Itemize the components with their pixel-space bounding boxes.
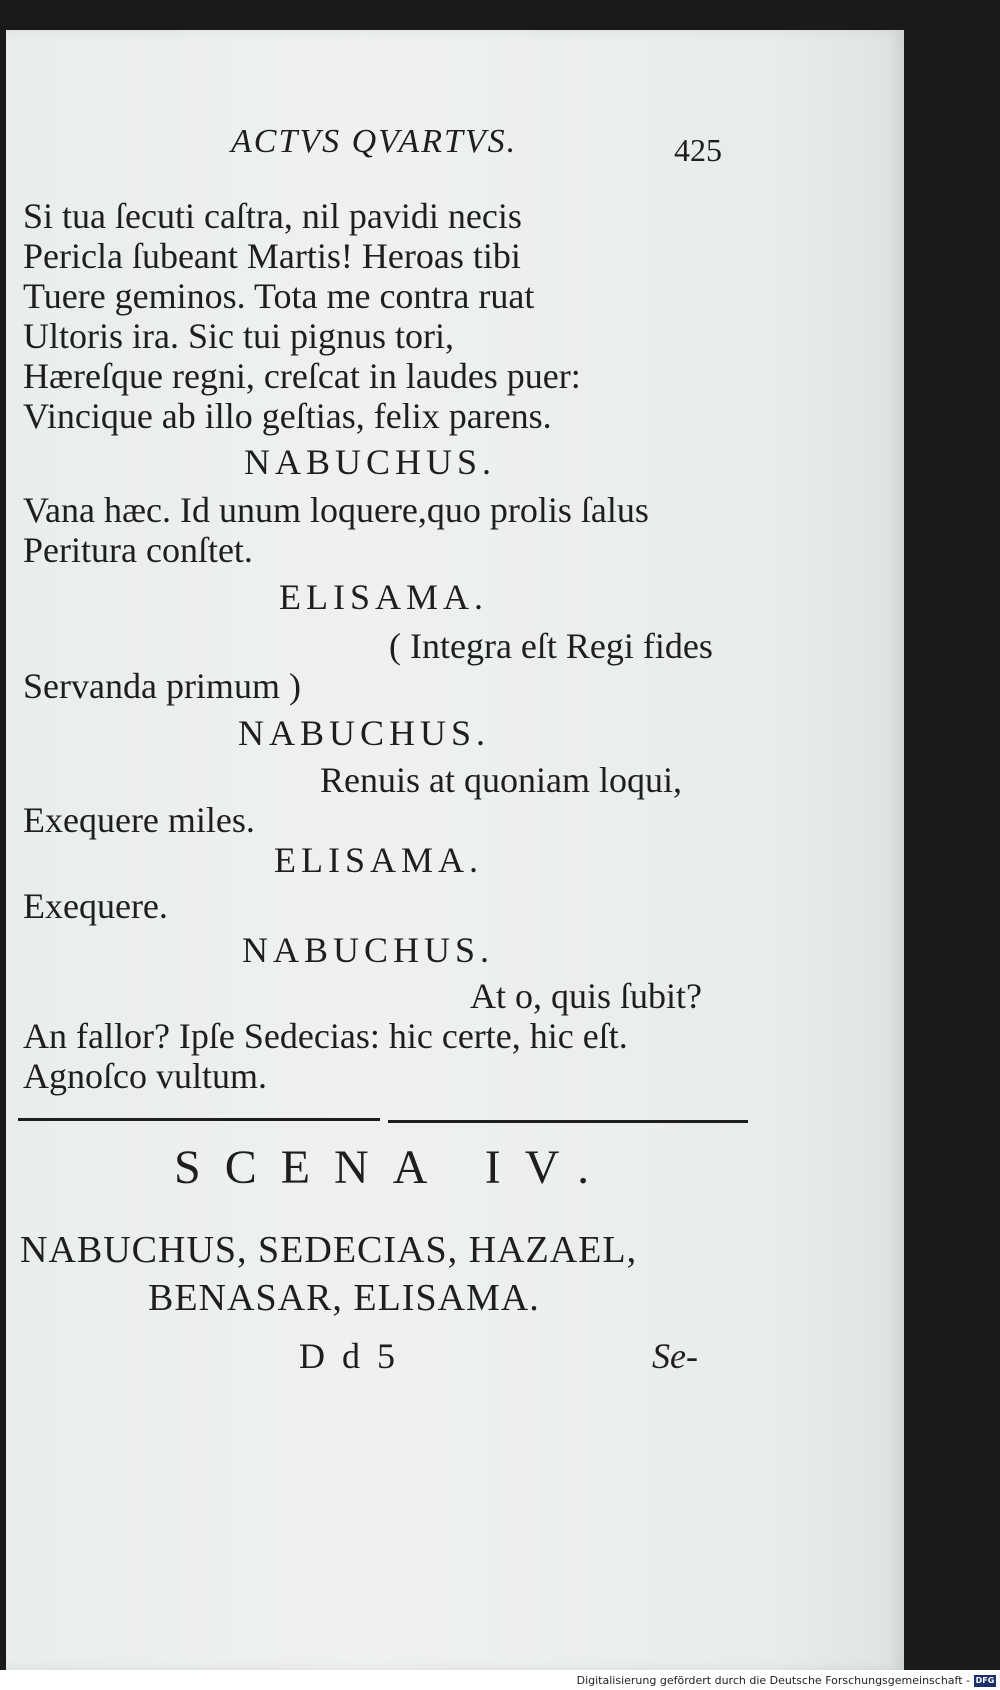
verse-line: Peritura conſtet. bbox=[23, 530, 253, 570]
signature-mark: D d 5 bbox=[299, 1336, 399, 1376]
speaker-name: ELISAMA. bbox=[274, 840, 483, 880]
verse-line: Exequere miles. bbox=[23, 800, 255, 840]
speaker-name: NABUCHUS. bbox=[244, 442, 497, 482]
verse-line: An fallor? Ipſe Sedecias: hic certe, hic eſt. bbox=[23, 1016, 628, 1056]
speaker-name: NABUCHUS. bbox=[238, 713, 491, 753]
credit-text: Digitalisierung gefördert durch die Deutsche Forschungsgemeinschaft - bbox=[576, 1674, 970, 1687]
page-number: 425 bbox=[674, 132, 722, 168]
verse-line: Tuere geminos. Tota me contra ruat bbox=[23, 276, 535, 316]
verse-line: Agnoſco vultum. bbox=[23, 1056, 267, 1096]
verse-line: At o, quis ſubit? bbox=[470, 976, 702, 1016]
verse-line: Hæreſque regni, creſcat in laudes puer: bbox=[23, 356, 581, 396]
verse-line: Vana hæc. Id unum loquere,quo prolis ſalus bbox=[23, 490, 649, 530]
cast-list-line: NABUCHUS, SEDECIAS, HAZAEL, bbox=[20, 1229, 638, 1271]
speaker-name: ELISAMA. bbox=[279, 577, 488, 617]
verse-line: Vincique ab illo geſtias, felix parens. bbox=[23, 396, 552, 436]
catchword: Se- bbox=[652, 1336, 698, 1376]
verse-line: Renuis at quoniam loqui, bbox=[320, 760, 682, 800]
cast-list-line: BENASAR, ELISAMA. bbox=[148, 1277, 540, 1319]
running-title: ACTVS QVARTVS. bbox=[231, 123, 518, 160]
dfg-logo: DFG bbox=[975, 1676, 995, 1685]
verse-line: Servanda primum ) bbox=[23, 666, 301, 706]
book-page bbox=[6, 30, 904, 1670]
credit-bar bbox=[0, 1670, 1000, 1690]
divider-rule-right bbox=[388, 1120, 748, 1123]
verse-line: ( Integra eſt Regi fides bbox=[389, 626, 713, 666]
verse-line: Pericla ſubeant Martis! Heroas tibi bbox=[23, 236, 521, 276]
divider-rule-left bbox=[18, 1118, 380, 1121]
verse-line: Si tua ſecuti caſtra, nil pavidi necis bbox=[23, 196, 522, 236]
verse-line: Ultoris ira. Sic tui pignus tori, bbox=[23, 316, 454, 356]
speaker-name: NABUCHUS. bbox=[242, 930, 495, 970]
scene-title: SCENA IV. bbox=[174, 1141, 614, 1194]
verse-line: Exequere. bbox=[23, 886, 168, 926]
